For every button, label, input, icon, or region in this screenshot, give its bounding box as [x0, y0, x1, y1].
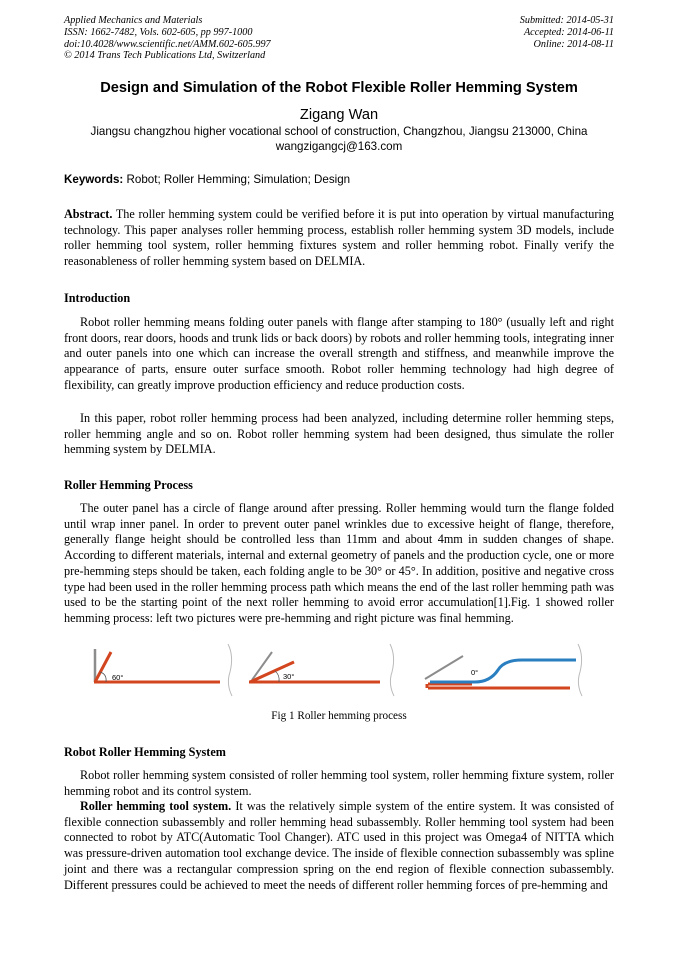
submitted-date: Submitted: 2014-05-31 [519, 15, 614, 26]
break-line-2 [390, 644, 394, 696]
keywords-text: Robot; Roller Hemming; Simulation; Design [123, 173, 351, 186]
tool-system-text: It was the relatively simple system of the entire system. It was consisted of flexible connection subassembly and roller hemming head subassembly. Roller hemming tool system had been connected to robot by ATC(Automatic Tool Changer). ATC used in this project was Omega4 of NITTA which was pressure-driven automation tool exchange device. The inside of flexible connection subassembly was spline joint and there was a rectangular compression spring on the end region of flexible connection subassembly. Different pressures could be achieved to meet the needs of different roller hemming forces of pre-hemming and [64, 799, 614, 892]
doi-line: doi:10.4028/www.scientific.net/AMM.602-605.997 [64, 38, 271, 50]
break-line-3 [578, 644, 582, 696]
figure-caption: Fig 1 Roller hemming process [271, 710, 407, 722]
angle-label-60: 60° [112, 673, 124, 682]
abstract-label: Abstract. [64, 207, 113, 221]
roller-hemming-figure [80, 640, 600, 700]
figure-prehem-30 [249, 644, 394, 696]
figure-prehem-60 [94, 644, 232, 696]
break-line-1 [228, 644, 232, 696]
angle-label-0: 0° [471, 668, 479, 677]
abstract-text: The roller hemming system could be verified before it is put into operation by virtual manufacturing technology. This paper analyses roller hemming process, establish roller hemming system 3D models, include roller hemming tool system, roller hemming fixtures system and roller hemming robot. Finally verify the reasonableness of roller hemming system based on DELMIA. [64, 207, 614, 269]
section-heading-system: Robot Roller Hemming System [64, 745, 226, 759]
journal-info [64, 15, 271, 62]
tool-system-label: Roller hemming tool system. [80, 799, 232, 813]
process-paragraph: The outer panel has a circle of flange around after pressing. Roller hemming would turn the flange folded until wrap inner panel. In order to prevent outer panel wrinkles due to excessive height of flange, therefore, generally flange height should be controlled less than 11mm and about 4mm in sudden changes of shape. According to different materials, internal and external geometry of panels and the production cycle, one or more pre-hemming steps should be taken, each folding angle to be 30° or 45°. In addition, positive and negative cross type had been used in the roller hemming process path which means the end of the last roller hemming path was used to be the starting point of the next roller hemming to avoid error accumulation[1].Fig. 1 showed roller hemming process: left two pictures were pre-hemming and right picture was final hemming. [64, 501, 614, 625]
section-heading-introduction: Introduction [64, 291, 131, 305]
accepted-date: Accepted: 2014-06-11 [523, 26, 614, 38]
author-email: wangzigangcj@163.com [275, 140, 403, 153]
author-affiliation: Jiangsu changzhou higher vocational school of construction, Changzhou, Jiangsu 213000, China [90, 125, 588, 138]
abstract [64, 207, 614, 270]
figure-final-hem [425, 644, 582, 696]
copyright-line: © 2014 Trans Tech Publications Ltd, Switzerland [64, 50, 266, 62]
issn-line: ISSN: 1662-7482, Vols. 602-605, pp 997-1000 [64, 26, 253, 38]
tool-outline-3 [425, 656, 463, 679]
paper-title: Design and Simulation of the Robot Flexible Roller Hemming System [100, 80, 578, 96]
author-name: Zigang Wan [299, 107, 379, 123]
online-date: Online: 2014-08-11 [533, 38, 614, 50]
intro-paragraph-2: In this paper, robot roller hemming process had been analyzed, including determine roller hemming steps, roller hemming angle and so on. Robot roller hemming system had been designed, thus simulate the roller hemming system by DELMIA. [64, 411, 614, 457]
keywords [64, 173, 350, 186]
section-heading-process: Roller Hemming Process [64, 478, 193, 492]
journal-name: Applied Mechanics and Materials [64, 15, 203, 26]
angle-arc-2 [275, 671, 279, 682]
keywords-label: Keywords: [64, 173, 124, 186]
flange-line-1 [95, 652, 111, 682]
submission-dates [520, 15, 614, 50]
angle-label-30: 30° [283, 672, 295, 681]
tool-system-paragraph [64, 799, 614, 893]
system-paragraph-1: Robot roller hemming system consisted of roller hemming tool system, roller hemming fixture system, roller hemming robot and its control system. [64, 768, 614, 798]
intro-paragraph-1: Robot roller hemming means folding outer panels with flange after stamping to 180° (usually left and right front doors, rear doors, hoods and trunk lids or back doors) by robots and roller hemming tools, integrating inner and outer panels into one which can increase the overall strength and stiffness, and meanwhile improve the appearance of parts, ensure outer surface smooth. Robot roller hemming technology had high degree of flexibility, can greatly improve production efficiency and reduce production costs. [64, 315, 614, 392]
